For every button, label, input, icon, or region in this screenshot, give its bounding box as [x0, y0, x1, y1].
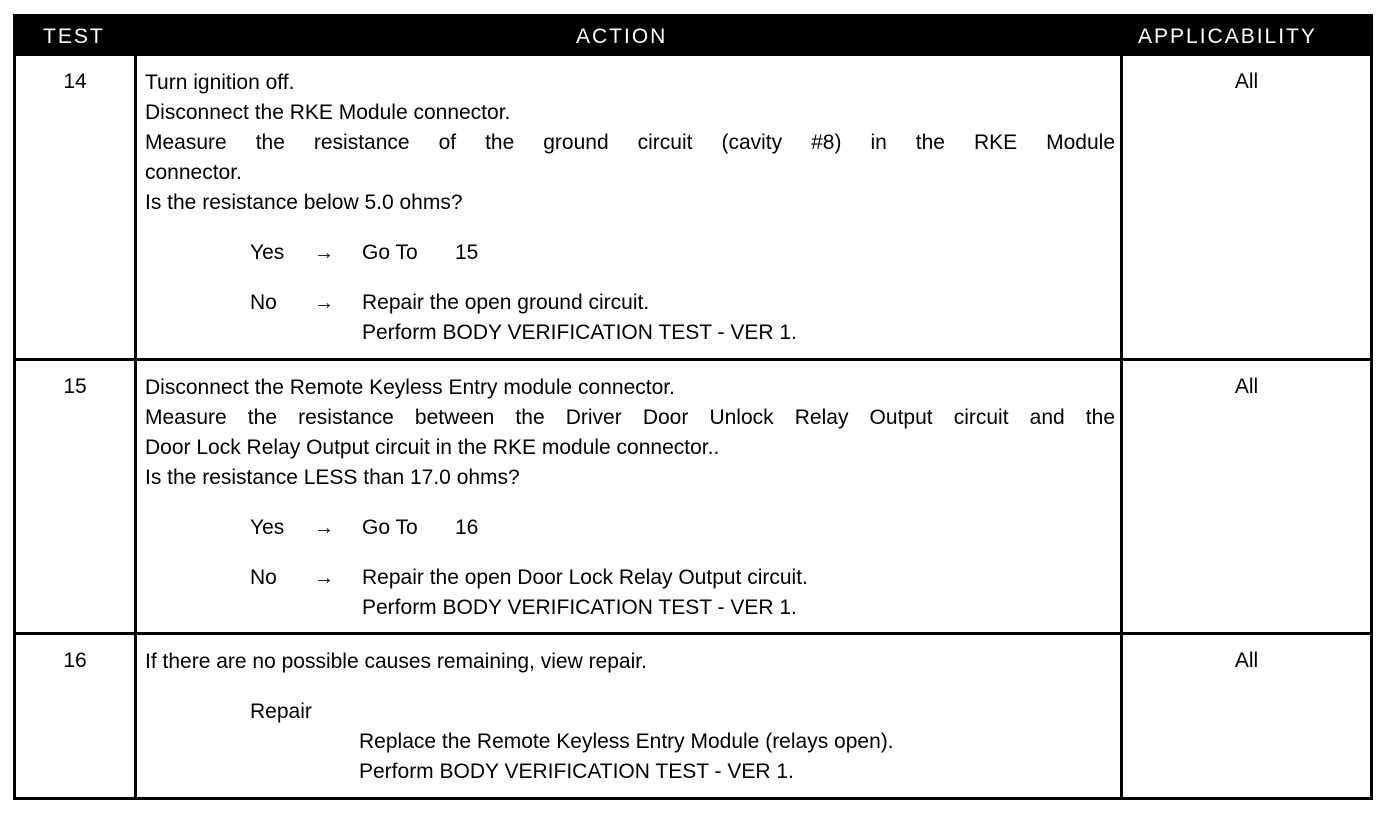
action-line: Is the resistance LESS than 17.0 ohms?	[145, 466, 520, 489]
table-row	[16, 635, 1370, 797]
header-applicability: APPLICABILITY	[1138, 25, 1317, 48]
repair-action: Replace the Remote Keyless Entry Module (relays open).	[359, 730, 894, 753]
test-number: 15	[63, 375, 87, 398]
arrow-right-icon: →	[314, 517, 334, 539]
test-number: 16	[63, 649, 87, 672]
no-action: Repair the open Door Lock Relay Output circuit.	[362, 566, 808, 589]
header-action: ACTION	[576, 25, 668, 48]
arrow-right-icon: →	[314, 567, 334, 589]
arrow-right-icon: →	[314, 242, 334, 264]
table-header	[16, 17, 1370, 56]
action-line: Turn ignition off.	[145, 71, 295, 94]
no-label: No	[250, 566, 277, 589]
action-line: Measure the resistance between the Driver Door Unlock Relay Output circuit and the	[145, 406, 1115, 429]
diagnostic-table	[13, 14, 1373, 800]
repair-action-verify: Perform BODY VERIFICATION TEST - VER 1.	[359, 760, 794, 783]
action-line: Measure the resistance of the ground circuit (cavity #8) in the RKE Module	[145, 131, 1115, 154]
yes-action: Go To	[362, 516, 418, 539]
applicability-value: All	[1234, 70, 1259, 93]
yes-target: 16	[455, 516, 479, 539]
yes-target: 15	[455, 241, 479, 264]
action-line: Door Lock Relay Output circuit in the RKE module connector..	[145, 436, 720, 459]
repair-label: Repair	[250, 700, 312, 723]
arrow-right-icon: →	[314, 292, 334, 314]
no-action: Repair the open ground circuit.	[362, 291, 650, 314]
test-number: 14	[63, 70, 87, 93]
action-line: Is the resistance below 5.0 ohms?	[145, 191, 463, 214]
applicability-value: All	[1234, 649, 1259, 672]
action-line: Disconnect the Remote Keyless Entry module connector.	[145, 376, 675, 399]
action-line: connector.	[145, 161, 242, 184]
yes-action: Go To	[362, 241, 418, 264]
no-action-verify: Perform BODY VERIFICATION TEST - VER 1.	[362, 321, 797, 344]
table-row	[16, 361, 1370, 632]
no-label: No	[250, 291, 277, 314]
yes-label: Yes	[250, 516, 285, 539]
action-line: If there are no possible causes remaining, view repair.	[145, 650, 647, 673]
yes-label: Yes	[250, 241, 285, 264]
header-test: TEST	[43, 25, 105, 48]
action-line: Disconnect the RKE Module connector.	[145, 101, 511, 124]
table-row	[16, 56, 1370, 358]
no-action-verify: Perform BODY VERIFICATION TEST - VER 1.	[362, 596, 797, 619]
applicability-value: All	[1234, 375, 1259, 398]
